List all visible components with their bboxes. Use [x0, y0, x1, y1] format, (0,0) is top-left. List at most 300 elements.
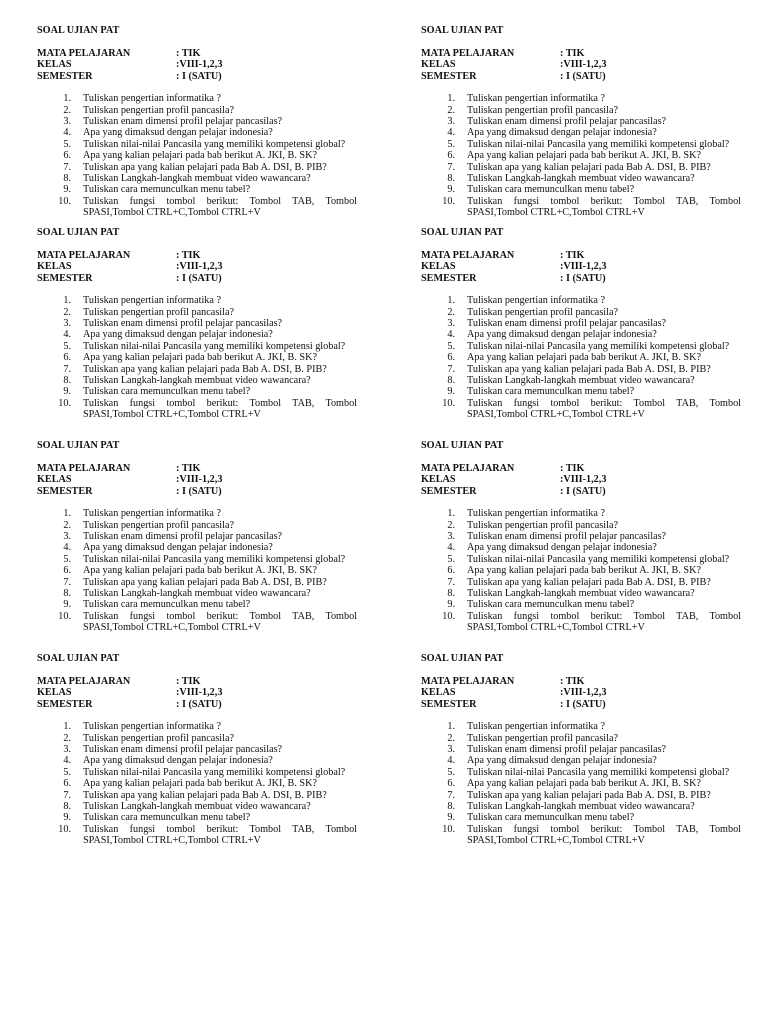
question-text: Tuliskan nilai-nilai Pancasila yang memiliki kompetensi global?: [83, 553, 346, 565]
exam-sheet: [37, 440, 357, 634]
meta-key: MATA PELAJARAN: [37, 48, 131, 59]
question-item: [37, 364, 357, 375]
question-text: Tuliskan fungsi tombol berikut: Tombol TAB, Tombol SPASI,Tombol CTRL+C,Tombol CTRL+V: [83, 195, 357, 219]
question-number: 10.: [442, 610, 455, 622]
question-number: 1.: [447, 508, 455, 520]
question-number: 4.: [447, 329, 455, 341]
question-text: Apa yang kalian pelajari pada bab berikut A. JKI, B. SK?: [83, 565, 317, 577]
question-text: Tuliskan enam dimensi profil pelajar pancasilas?: [467, 317, 667, 329]
question-item: [421, 150, 741, 161]
question-number: 1.: [63, 508, 71, 520]
question-item: [37, 508, 357, 519]
question-text: Apa yang dimaksud dengan pelajar indonesia?: [467, 542, 657, 554]
meta-key: KELAS: [37, 59, 72, 71]
question-item: [37, 755, 357, 766]
meta-key: KELAS: [421, 59, 456, 71]
question-text: Apa yang kalian pelajari pada bab berikut A. JKI, B. SK?: [467, 150, 701, 162]
question-item: [37, 790, 357, 801]
question-item: [421, 542, 741, 553]
question-item: [421, 329, 741, 340]
question-text: Apa yang dimaksud dengan pelajar indonesia?: [467, 329, 657, 341]
question-number: 7.: [447, 789, 455, 801]
meta-row-semester: [37, 273, 357, 284]
question-text: Tuliskan nilai-nilai Pancasila yang memiliki kompetensi global?: [83, 766, 346, 778]
question-text: Tuliskan fungsi tombol berikut: Tombol TAB, Tombol SPASI,Tombol CTRL+C,Tombol CTRL+V: [467, 195, 741, 219]
sheet-meta: [421, 250, 741, 284]
meta-row-class: [37, 474, 357, 485]
question-text: Tuliskan nilai-nilai Pancasila yang memiliki kompetensi global?: [467, 340, 730, 352]
question-text: Tuliskan fungsi tombol berikut: Tombol TAB, Tombol SPASI,Tombol CTRL+C,Tombol CTRL+V: [83, 823, 357, 847]
meta-row-class: [421, 261, 741, 272]
meta-key: MATA PELAJARAN: [37, 676, 131, 687]
meta-row-class: [421, 474, 741, 485]
question-text: Apa yang kalian pelajari pada bab berikut A. JKI, B. SK?: [467, 352, 701, 364]
question-number: 10.: [58, 823, 71, 835]
question-number: 1.: [447, 721, 455, 733]
question-number: 6.: [447, 352, 455, 364]
question-text: Tuliskan apa yang kalian pelajari pada Bab A. DSI, B. PIB?: [467, 363, 711, 375]
question-item: [37, 398, 357, 421]
question-item: [421, 352, 741, 363]
question-number: 2.: [63, 104, 71, 116]
question-item: [421, 599, 741, 610]
sheet-title: SOAL UJIAN PAT: [421, 227, 504, 238]
question-number: 1.: [63, 295, 71, 307]
meta-key: MATA PELAJARAN: [37, 250, 131, 261]
question-item: [421, 364, 741, 375]
question-number: 7.: [63, 789, 71, 801]
question-item: [37, 611, 357, 634]
question-text: Tuliskan pengertian profil pancasila?: [83, 104, 234, 116]
meta-key: MATA PELAJARAN: [421, 250, 515, 261]
sheet-title: SOAL UJIAN PAT: [37, 440, 120, 451]
question-number: 10.: [442, 397, 455, 409]
question-list: [421, 295, 741, 420]
question-item: [421, 611, 741, 634]
question-item: [421, 755, 741, 766]
exam-sheet: [421, 653, 741, 847]
question-item: [421, 508, 741, 519]
question-number: 4.: [447, 542, 455, 554]
question-item: [37, 386, 357, 397]
sheet-meta: [37, 463, 357, 497]
question-item: [37, 184, 357, 195]
question-list: [37, 508, 357, 633]
question-number: 2.: [447, 104, 455, 116]
exam-sheet: [37, 227, 357, 421]
question-text: Tuliskan Langkah-langkah membuat video wawancara?: [467, 801, 695, 813]
question-number: 8.: [63, 375, 71, 387]
meta-value: :VIII-1,2,3: [176, 687, 223, 699]
question-number: 3.: [63, 530, 71, 542]
meta-key: SEMESTER: [421, 70, 477, 82]
meta-key: KELAS: [37, 474, 72, 486]
question-number: 9.: [63, 599, 71, 611]
question-text: Tuliskan pengertian informatika ?: [83, 295, 221, 307]
question-item: [421, 767, 741, 778]
question-item: [421, 184, 741, 195]
question-item: [421, 139, 741, 150]
sheet-meta: [37, 676, 357, 710]
question-item: [421, 588, 741, 599]
meta-value: : I (SATU): [560, 485, 606, 497]
question-text: Tuliskan pengertian informatika ?: [467, 508, 605, 520]
question-number: 5.: [63, 138, 71, 150]
question-number: 4.: [63, 329, 71, 341]
sheet-title: SOAL UJIAN PAT: [421, 653, 504, 664]
meta-key: SEMESTER: [37, 272, 93, 284]
question-number: 4.: [63, 542, 71, 554]
question-item: [421, 375, 741, 386]
question-text: Tuliskan Langkah-langkah membuat video wawancara?: [83, 801, 311, 813]
question-item: [421, 812, 741, 823]
question-item: [37, 554, 357, 565]
question-number: 8.: [447, 588, 455, 600]
exam-sheet: [421, 227, 741, 421]
question-number: 10.: [58, 195, 71, 207]
question-item: [421, 295, 741, 306]
question-item: [421, 824, 741, 847]
question-item: [37, 744, 357, 755]
question-item: [37, 733, 357, 744]
question-text: Tuliskan cara memunculkan menu tabel?: [467, 184, 635, 196]
meta-row-semester: [37, 699, 357, 710]
question-item: [421, 318, 741, 329]
question-text: Tuliskan apa yang kalian pelajari pada Bab A. DSI, B. PIB?: [467, 576, 711, 588]
question-list: [37, 93, 357, 218]
question-item: [421, 531, 741, 542]
question-item: [421, 162, 741, 173]
question-text: Tuliskan apa yang kalian pelajari pada Bab A. DSI, B. PIB?: [83, 363, 327, 375]
question-number: 2.: [447, 732, 455, 744]
meta-key: SEMESTER: [37, 698, 93, 710]
question-number: 4.: [63, 755, 71, 767]
question-text: Tuliskan pengertian informatika ?: [467, 721, 605, 733]
question-text: Tuliskan cara memunculkan menu tabel?: [83, 599, 251, 611]
question-text: Apa yang kalian pelajari pada bab berikut A. JKI, B. SK?: [83, 778, 317, 790]
question-item: [37, 588, 357, 599]
question-number: 1.: [447, 93, 455, 105]
question-text: Tuliskan enam dimensi profil pelajar pancasilas?: [467, 743, 667, 755]
meta-key: SEMESTER: [421, 272, 477, 284]
question-item: [37, 127, 357, 138]
question-number: 9.: [63, 812, 71, 824]
question-number: 6.: [447, 150, 455, 162]
question-text: Tuliskan cara memunculkan menu tabel?: [83, 812, 251, 824]
meta-value: : I (SATU): [560, 698, 606, 710]
meta-value: :VIII-1,2,3: [176, 261, 223, 273]
question-item: [37, 520, 357, 531]
question-number: 9.: [447, 184, 455, 196]
question-text: Tuliskan cara memunculkan menu tabel?: [467, 812, 635, 824]
question-item: [421, 801, 741, 812]
question-number: 7.: [447, 161, 455, 173]
meta-row-semester: [37, 71, 357, 82]
meta-value: : I (SATU): [560, 70, 606, 82]
question-number: 5.: [63, 766, 71, 778]
meta-key: KELAS: [37, 687, 72, 699]
exam-sheet: [421, 440, 741, 634]
question-list: [421, 721, 741, 846]
question-text: Tuliskan pengertian informatika ?: [467, 93, 605, 105]
question-number: 7.: [63, 363, 71, 375]
sheet-meta: [421, 676, 741, 710]
question-item: [37, 105, 357, 116]
question-text: Tuliskan Langkah-langkah membuat video wawancara?: [467, 588, 695, 600]
question-number: 8.: [447, 375, 455, 387]
meta-key: SEMESTER: [421, 698, 477, 710]
question-item: [37, 577, 357, 588]
question-item: [37, 196, 357, 219]
question-text: Apa yang kalian pelajari pada bab berikut A. JKI, B. SK?: [83, 352, 317, 364]
question-item: [37, 341, 357, 352]
question-number: 6.: [63, 565, 71, 577]
question-item: [37, 767, 357, 778]
question-item: [421, 744, 741, 755]
question-text: Tuliskan pengertian profil pancasila?: [83, 519, 234, 531]
question-text: Tuliskan fungsi tombol berikut: Tombol TAB, Tombol SPASI,Tombol CTRL+C,Tombol CTRL+V: [83, 610, 357, 634]
question-item: [421, 93, 741, 104]
meta-key: SEMESTER: [37, 485, 93, 497]
question-text: Apa yang kalian pelajari pada bab berikut A. JKI, B. SK?: [467, 565, 701, 577]
question-text: Tuliskan fungsi tombol berikut: Tombol TAB, Tombol SPASI,Tombol CTRL+C,Tombol CTRL+V: [83, 397, 357, 421]
question-number: 8.: [447, 801, 455, 813]
question-number: 7.: [63, 576, 71, 588]
question-item: [37, 542, 357, 553]
question-number: 5.: [447, 340, 455, 352]
question-list: [37, 295, 357, 420]
question-text: Tuliskan apa yang kalian pelajari pada Bab A. DSI, B. PIB?: [83, 576, 327, 588]
sheet-title: SOAL UJIAN PAT: [421, 25, 504, 36]
question-number: 3.: [447, 115, 455, 127]
question-item: [37, 93, 357, 104]
question-text: Tuliskan pengertian informatika ?: [467, 295, 605, 307]
meta-value: : TIK: [560, 250, 585, 261]
meta-key: KELAS: [421, 474, 456, 486]
question-number: 5.: [447, 553, 455, 565]
meta-row-subject: [37, 48, 357, 59]
question-number: 3.: [63, 743, 71, 755]
question-item: [37, 150, 357, 161]
meta-value: : TIK: [560, 48, 585, 59]
meta-row-class: [421, 59, 741, 70]
question-text: Tuliskan apa yang kalian pelajari pada Bab A. DSI, B. PIB?: [83, 161, 327, 173]
question-number: 6.: [63, 352, 71, 364]
question-text: Tuliskan cara memunculkan menu tabel?: [83, 386, 251, 398]
sheet-meta: [421, 463, 741, 497]
question-item: [421, 307, 741, 318]
question-text: Tuliskan enam dimensi profil pelajar pancasilas?: [467, 115, 667, 127]
question-text: Apa yang dimaksud dengan pelajar indonesia?: [83, 542, 273, 554]
question-item: [421, 565, 741, 576]
question-number: 9.: [63, 386, 71, 398]
question-number: 3.: [447, 530, 455, 542]
meta-value: : TIK: [176, 463, 201, 474]
question-text: Tuliskan Langkah-langkah membuat video wawancara?: [83, 173, 311, 185]
meta-row-subject: [37, 250, 357, 261]
meta-row-class: [37, 59, 357, 70]
question-number: 10.: [442, 823, 455, 835]
question-item: [421, 554, 741, 565]
sheet-title: SOAL UJIAN PAT: [37, 653, 120, 664]
meta-value: :VIII-1,2,3: [560, 59, 607, 71]
sheet-title: SOAL UJIAN PAT: [421, 440, 504, 451]
question-text: Tuliskan Langkah-langkah membuat video wawancara?: [83, 588, 311, 600]
question-number: 5.: [63, 340, 71, 352]
meta-row-subject: [37, 676, 357, 687]
sheet-title: SOAL UJIAN PAT: [37, 25, 120, 36]
question-text: Tuliskan cara memunculkan menu tabel?: [467, 599, 635, 611]
question-number: 7.: [63, 161, 71, 173]
question-item: [37, 599, 357, 610]
question-item: [37, 318, 357, 329]
question-text: Tuliskan pengertian informatika ?: [83, 508, 221, 520]
question-text: Apa yang dimaksud dengan pelajar indonesia?: [467, 127, 657, 139]
question-number: 4.: [63, 127, 71, 139]
meta-row-semester: [37, 486, 357, 497]
question-number: 1.: [63, 93, 71, 105]
meta-row-class: [37, 687, 357, 698]
question-number: 4.: [447, 755, 455, 767]
question-number: 2.: [447, 306, 455, 318]
question-number: 2.: [63, 306, 71, 318]
meta-row-semester: [421, 273, 741, 284]
question-item: [37, 352, 357, 363]
question-text: Tuliskan apa yang kalian pelajari pada Bab A. DSI, B. PIB?: [83, 789, 327, 801]
question-text: Tuliskan nilai-nilai Pancasila yang memiliki kompetensi global?: [83, 138, 346, 150]
question-item: [421, 196, 741, 219]
question-text: Apa yang kalian pelajari pada bab berikut A. JKI, B. SK?: [467, 778, 701, 790]
meta-value: :VIII-1,2,3: [560, 474, 607, 486]
sheet-meta: [37, 250, 357, 284]
question-text: Tuliskan pengertian informatika ?: [83, 721, 221, 733]
question-number: 10.: [442, 195, 455, 207]
question-number: 8.: [63, 173, 71, 185]
question-text: Tuliskan fungsi tombol berikut: Tombol TAB, Tombol SPASI,Tombol CTRL+C,Tombol CTRL+V: [467, 610, 741, 634]
question-number: 5.: [447, 138, 455, 150]
question-text: Tuliskan enam dimensi profil pelajar pancasilas?: [467, 530, 667, 542]
exam-sheet: [37, 653, 357, 847]
meta-key: MATA PELAJARAN: [37, 463, 131, 474]
question-text: Tuliskan pengertian profil pancasila?: [83, 306, 234, 318]
question-text: Apa yang dimaksud dengan pelajar indonesia?: [83, 127, 273, 139]
meta-key: SEMESTER: [421, 485, 477, 497]
meta-row-class: [421, 687, 741, 698]
question-item: [421, 105, 741, 116]
meta-key: KELAS: [37, 261, 72, 273]
meta-row-subject: [421, 250, 741, 261]
question-text: Tuliskan pengertian informatika ?: [83, 93, 221, 105]
meta-value: : TIK: [176, 676, 201, 687]
question-number: 5.: [447, 766, 455, 778]
sheet-meta: [421, 48, 741, 82]
question-item: [37, 778, 357, 789]
question-text: Tuliskan nilai-nilai Pancasila yang memiliki kompetensi global?: [83, 340, 346, 352]
question-item: [421, 173, 741, 184]
question-number: 9.: [63, 184, 71, 196]
question-text: Tuliskan cara memunculkan menu tabel?: [467, 386, 635, 398]
question-number: 2.: [447, 519, 455, 531]
question-item: [37, 801, 357, 812]
question-number: 9.: [447, 812, 455, 824]
meta-value: :VIII-1,2,3: [560, 687, 607, 699]
question-number: 8.: [63, 801, 71, 813]
meta-key: MATA PELAJARAN: [421, 463, 515, 474]
question-item: [37, 307, 357, 318]
meta-value: :VIII-1,2,3: [176, 59, 223, 71]
question-item: [37, 812, 357, 823]
meta-row-semester: [421, 71, 741, 82]
question-number: 10.: [58, 397, 71, 409]
question-item: [421, 341, 741, 352]
meta-value: : I (SATU): [560, 272, 606, 284]
exam-sheet: [37, 25, 357, 219]
question-item: [421, 116, 741, 127]
question-text: Apa yang dimaksud dengan pelajar indonesia?: [83, 329, 273, 341]
question-text: Tuliskan pengertian profil pancasila?: [467, 104, 618, 116]
question-text: Tuliskan nilai-nilai Pancasila yang memiliki kompetensi global?: [467, 553, 730, 565]
meta-key: KELAS: [421, 687, 456, 699]
question-number: 8.: [447, 173, 455, 185]
question-text: Tuliskan enam dimensi profil pelajar pancasilas?: [83, 115, 283, 127]
question-text: Tuliskan nilai-nilai Pancasila yang memiliki kompetensi global?: [467, 138, 730, 150]
question-number: 3.: [447, 317, 455, 329]
question-item: [37, 824, 357, 847]
question-item: [37, 173, 357, 184]
meta-value: : TIK: [176, 250, 201, 261]
question-item: [421, 398, 741, 421]
question-number: 3.: [63, 115, 71, 127]
question-item: [37, 162, 357, 173]
meta-row-semester: [421, 699, 741, 710]
question-number: 6.: [447, 565, 455, 577]
question-text: Tuliskan Langkah-langkah membuat video wawancara?: [83, 375, 311, 387]
question-item: [37, 139, 357, 150]
question-text: Tuliskan pengertian profil pancasila?: [83, 732, 234, 744]
question-number: 3.: [63, 317, 71, 329]
meta-key: MATA PELAJARAN: [421, 676, 515, 687]
question-text: Tuliskan apa yang kalian pelajari pada Bab A. DSI, B. PIB?: [467, 161, 711, 173]
question-list: [421, 508, 741, 633]
question-number: 9.: [447, 386, 455, 398]
question-text: Apa yang dimaksud dengan pelajar indonesia?: [467, 755, 657, 767]
question-item: [421, 790, 741, 801]
question-text: Tuliskan apa yang kalian pelajari pada Bab A. DSI, B. PIB?: [467, 789, 711, 801]
meta-row-subject: [421, 676, 741, 687]
meta-row-subject: [421, 48, 741, 59]
meta-value: :VIII-1,2,3: [176, 474, 223, 486]
meta-row-subject: [421, 463, 741, 474]
sheet-meta: [37, 48, 357, 82]
meta-value: : I (SATU): [176, 698, 222, 710]
question-number: 1.: [447, 295, 455, 307]
question-item: [421, 577, 741, 588]
meta-value: : TIK: [176, 48, 201, 59]
meta-value: : I (SATU): [176, 272, 222, 284]
question-text: Tuliskan enam dimensi profil pelajar pancasilas?: [83, 317, 283, 329]
question-item: [421, 386, 741, 397]
question-number: 9.: [447, 599, 455, 611]
meta-row-subject: [37, 463, 357, 474]
meta-key: MATA PELAJARAN: [421, 48, 515, 59]
question-text: Apa yang dimaksud dengan pelajar indonesia?: [83, 755, 273, 767]
question-text: Tuliskan enam dimensi profil pelajar pancasilas?: [83, 530, 283, 542]
meta-value: : I (SATU): [176, 70, 222, 82]
meta-row-semester: [421, 486, 741, 497]
meta-key: KELAS: [421, 261, 456, 273]
meta-row-class: [37, 261, 357, 272]
question-number: 6.: [63, 150, 71, 162]
